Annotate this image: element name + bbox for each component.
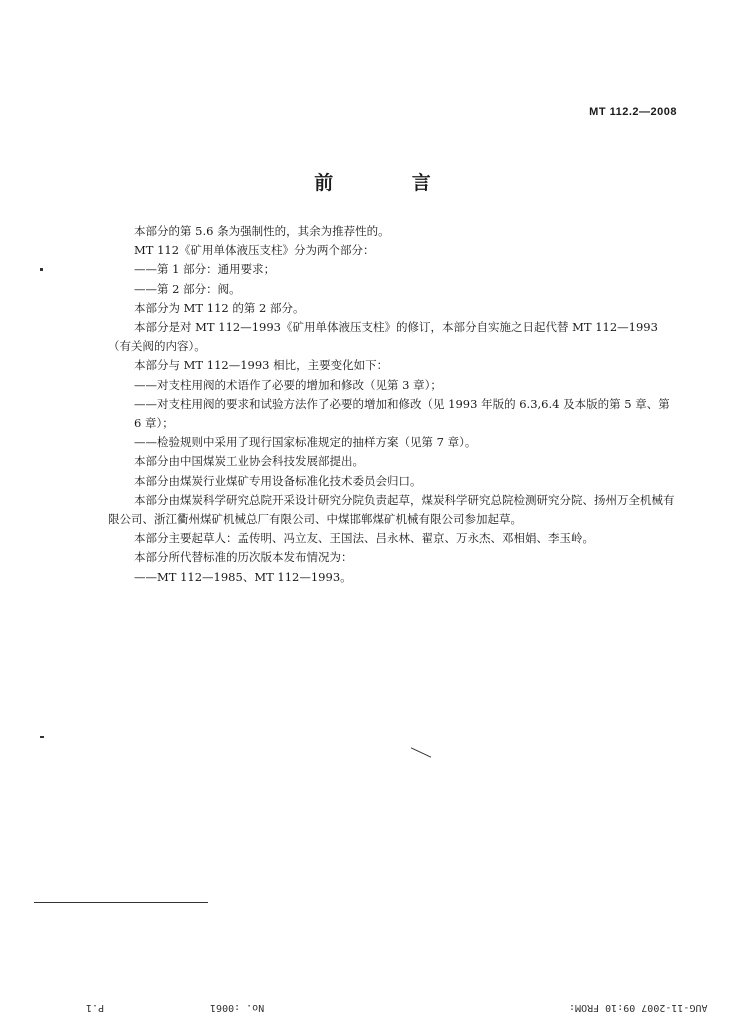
list-item: ——第 1 部分：通用要求； [134, 262, 276, 277]
paragraph: 本部分由中国煤炭工业协会科技发展部提出。 [134, 454, 364, 469]
paragraph: 本部分与 MT 112—1993 相比，主要变化如下： [134, 358, 389, 373]
fax-timestamp: AUG-11-2007 09:10 FROM: [568, 1002, 707, 1013]
paragraph: 本部分主要起草人：孟传明、冯立友、王国法、吕永林、翟京、万永杰、邓相娟、李玉岭。 [134, 531, 594, 546]
scan-speck [40, 268, 43, 271]
page-title: 前 言 [314, 172, 467, 194]
fax-number: No. :0061 [210, 1002, 265, 1013]
list-item: ——检验规则中采用了现行国家标准规定的抽样方案（见第 7 章）。 [134, 435, 477, 450]
standard-code: MT 112.2—2008 [589, 106, 677, 118]
paragraph: 本部分由煤炭行业煤矿专用设备标准化技术委员会归口。 [134, 473, 422, 488]
list-item: ——对支柱用阀的要求和试验方法作了必要的增加和修改（见 1993 年版的 6.3,6.4 及本版的第 5 章、第 6 章）； [134, 396, 670, 431]
scan-speck [411, 747, 431, 757]
footnote-rule [34, 902, 208, 903]
foreword-body [108, 222, 679, 587]
paragraph: 本部分的第 5.6 条为强制性的，其余为推荐性的。 [134, 224, 390, 238]
list-item: ——MT 112—1985、MT 112—1993。 [134, 569, 352, 584]
paragraph: 本部分所代替标准的历次版本发布情况为： [134, 550, 353, 565]
paragraph: 本部分为 MT 112 的第 2 部分。 [134, 300, 305, 315]
paragraph: MT 112《矿用单体液压支柱》分为两个部分： [134, 243, 375, 258]
list-item: ——第 2 部分：阀。 [134, 281, 241, 296]
fax-footer [0, 1002, 745, 1016]
paragraph: 本部分是对 MT 112—1993《矿用单体液压支柱》的修订，本部分自实施之日起代替 MT 112—1993（有关阀的内容）。 [108, 320, 658, 354]
scan-speck [40, 736, 44, 738]
paragraph: 本部分由煤炭科学研究总院开采设计研究分院负责起草，煤炭科学研究总院检测研究分院、扬州万全机械有限公司、浙江衢州煤矿机械总厂有限公司、中煤邯郸煤矿机械有限公司参加起草。 [108, 492, 675, 527]
fax-page-number: P.1 [86, 1002, 105, 1013]
list-item: ——对支柱用阀的术语作了必要的增加和修改（见第 3 章）； [134, 377, 442, 392]
